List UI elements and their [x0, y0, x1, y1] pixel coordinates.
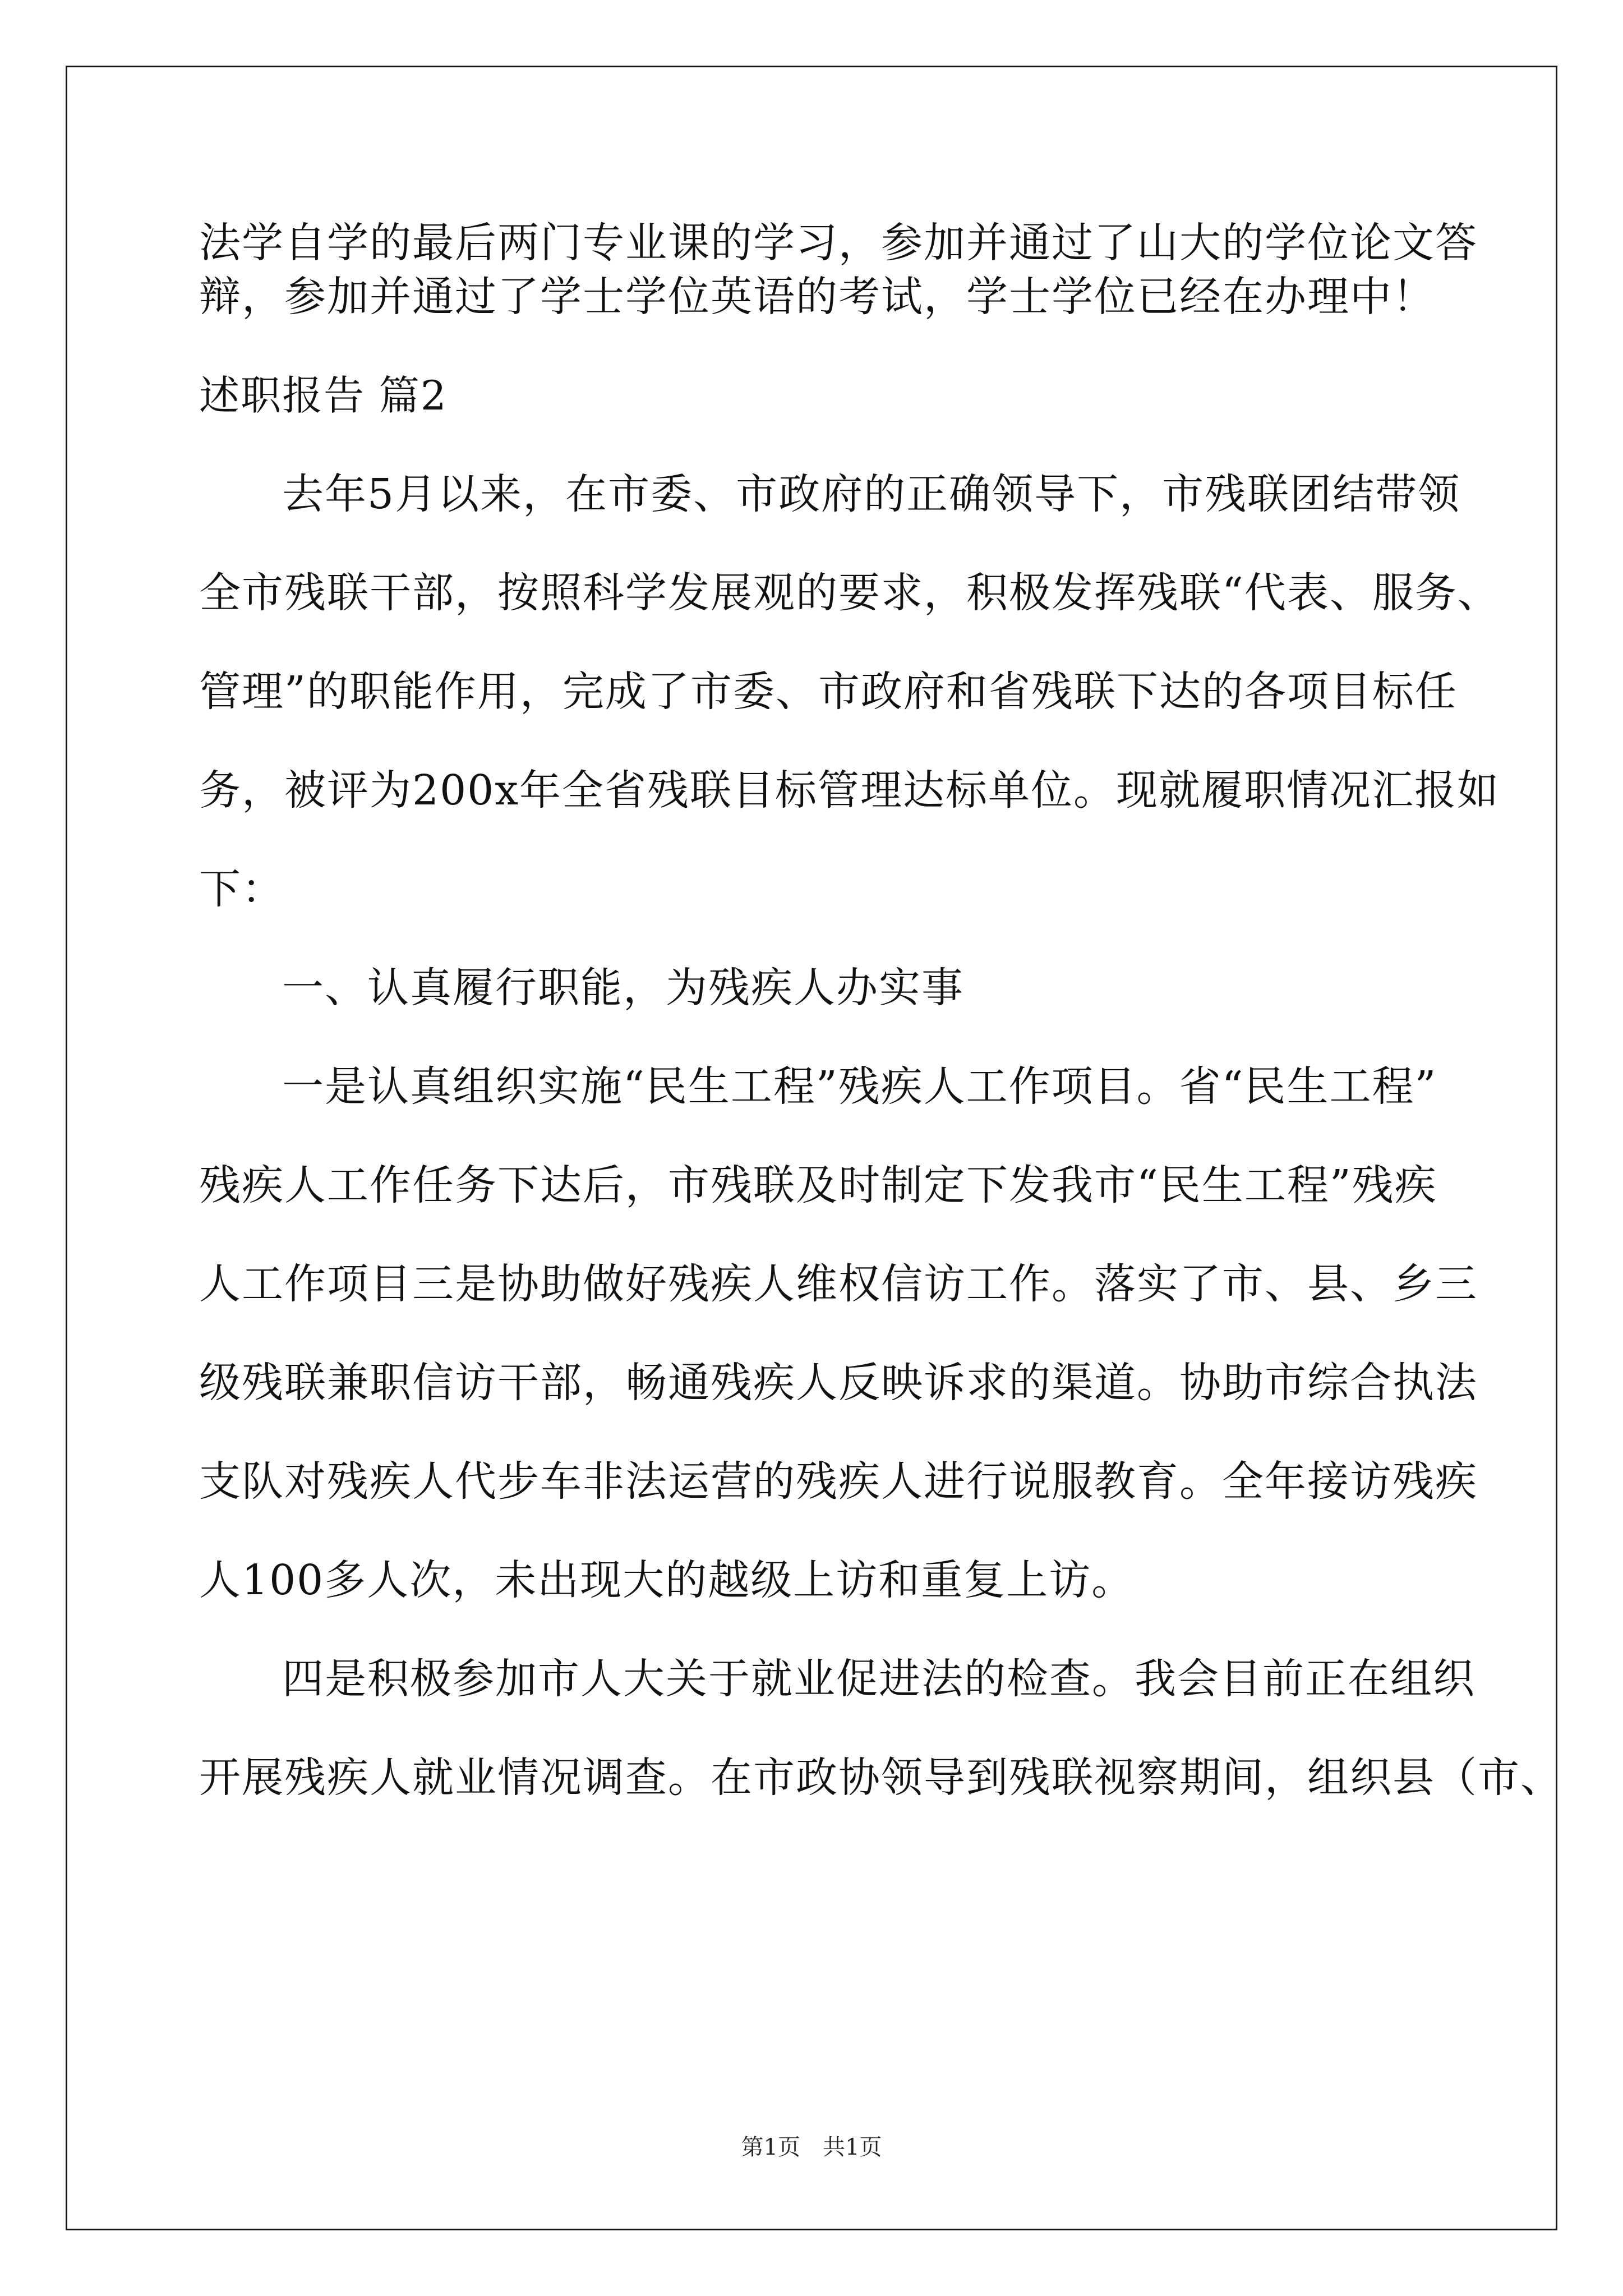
paragraph-line: 务，被评为200x年全省残联目标管理达标单位。现就履职情况汇报如 [199, 766, 1500, 815]
paragraph-line: 一是认真组织实施“民生工程”残疾人工作项目。省“民生工程” [282, 1062, 1437, 1111]
paragraph-line: 级残联兼职信访干部，畅通残疾人反映诉求的渠道。协助市综合执法 [199, 1359, 1478, 1407]
paragraph-line: 人工作项目三是协助做好残疾人维权信访工作。落实了市、县、乡三 [199, 1260, 1478, 1308]
paragraph-line: 下： [199, 865, 284, 913]
subsection-heading: 一、认真履行职能，为残疾人办实事 [282, 964, 964, 1012]
paragraph-line: 支队对残疾人代步车非法运营的残疾人进行说服教育。全年接访残疾 [199, 1457, 1478, 1506]
document-body [199, 216, 1563, 1805]
paragraph-line: 四是积极参加市人大关于就业促进法的检查。我会目前正在组织 [282, 1655, 1476, 1703]
paragraph-line: 法学自学的最后两门专业课的学习，参加并通过了山大的学位论文答 [199, 219, 1478, 267]
page-number-footer: 第1页 共1页 [741, 2134, 882, 2160]
paragraph-line: 残疾人工作任务下达后，市残联及时制定下发我市“民生工程”残疾 [199, 1161, 1437, 1209]
paragraph-line: 人100多人次，未出现大的越级上访和重复上访。 [199, 1556, 1135, 1604]
paragraph-line: 全市残联干部，按照科学发展观的要求，积极发挥残联“代表、服务、 [199, 569, 1500, 617]
paragraph-line: 管理”的职能作用，完成了市委、市政府和省残联下达的各项目标任 [199, 668, 1458, 716]
paragraph-line: 去年5月以来，在市委、市政府的正确领导下，市残联团结带领 [282, 470, 1461, 518]
paragraph-line: 辩，参加并通过了学士学位英语的考试，学士学位已经在办理中！ [199, 273, 1435, 321]
paragraph-line: 开展残疾人就业情况调查。在市政协领导到残联视察期间，组织县（市、 [199, 1754, 1563, 1802]
section-heading: 述职报告 篇2 [199, 372, 448, 419]
